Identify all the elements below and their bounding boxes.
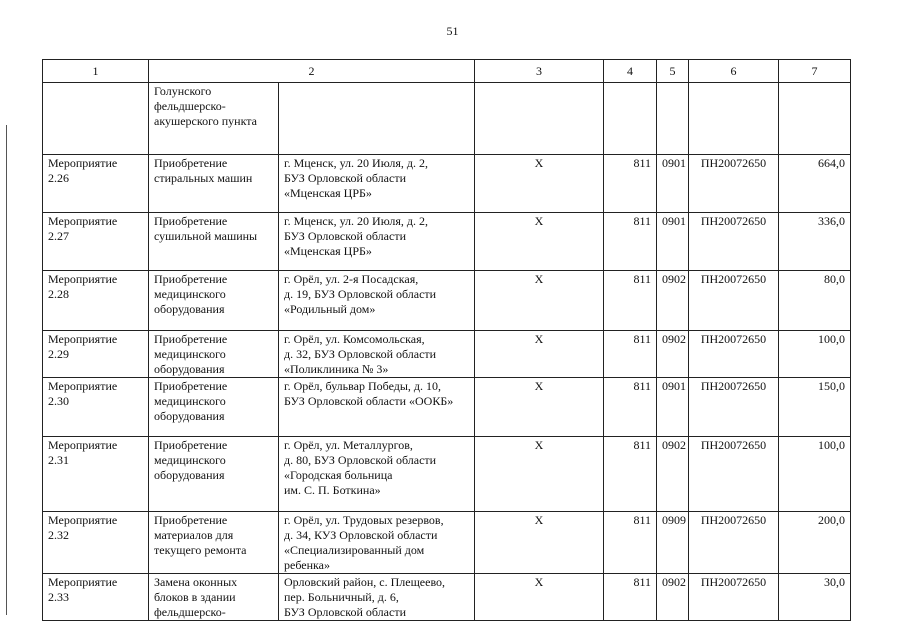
x-cell-text: Х [534, 513, 544, 527]
section-cell [657, 512, 689, 574]
x-cell [475, 213, 604, 271]
x-cell-text: Х [534, 438, 544, 452]
value-cell-text: 200,0 [818, 513, 845, 527]
kvsr-cell [604, 213, 657, 271]
value-cell [779, 331, 851, 378]
address-cell-text: г. Мценск, ул. 20 Июля, д. 2, БУЗ Орловской области «Мценская ЦРБ» [284, 214, 428, 258]
address-cell [279, 271, 475, 331]
x-cell-text: Х [534, 272, 544, 286]
target-cell-text: ПН20072650 [700, 272, 767, 286]
name-cell-text: Замена оконных блоков в здании фельдшерско- [154, 575, 238, 619]
table-row [43, 155, 851, 213]
event-cell [43, 213, 149, 271]
x-cell [475, 155, 604, 213]
kvsr-cell [604, 155, 657, 213]
event-cell [43, 271, 149, 331]
event-cell-text: Мероприятие 2.26 [48, 156, 118, 185]
address-cell [279, 83, 475, 155]
table-row [43, 437, 851, 512]
kvsr-cell-text: 811 [633, 438, 651, 452]
section-cell [657, 378, 689, 437]
address-cell [279, 437, 475, 512]
x-cell [475, 512, 604, 574]
target-cell [689, 83, 779, 155]
event-cell-text: Мероприятие 2.27 [48, 214, 118, 243]
address-cell [279, 378, 475, 437]
name-cell [149, 331, 279, 378]
target-cell [689, 437, 779, 512]
section-cell-text: 0909 [662, 513, 686, 527]
table-row [43, 213, 851, 271]
kvsr-cell [604, 512, 657, 574]
address-cell-text: Орловский район, с. Плещеево, пер. Больничный, д. 6, БУЗ Орловской области [284, 575, 446, 619]
table-row [43, 83, 851, 155]
address-cell [279, 155, 475, 213]
name-cell-text: Приобретение стиральных машин [154, 156, 253, 185]
name-cell-text: Приобретение медицинского оборудования [154, 272, 228, 316]
table-row [43, 574, 851, 621]
value-cell-text: 30,0 [824, 575, 845, 589]
x-cell-text: Х [534, 214, 544, 228]
col-header-2: 2 [149, 60, 475, 83]
section-cell-text: 0902 [662, 575, 686, 589]
event-cell-text: Мероприятие 2.31 [48, 438, 118, 467]
value-cell [779, 271, 851, 331]
section-cell [657, 213, 689, 271]
event-cell [43, 378, 149, 437]
x-cell-text: Х [534, 575, 544, 589]
section-cell-text: 0902 [662, 332, 686, 346]
target-cell-text: ПН20072650 [700, 332, 767, 346]
kvsr-cell-text: 811 [633, 513, 651, 527]
value-cell-text: 664,0 [818, 156, 845, 170]
name-cell [149, 213, 279, 271]
section-cell [657, 271, 689, 331]
address-cell [279, 512, 475, 574]
value-cell [779, 83, 851, 155]
address-cell-text: г. Орёл, бульвар Победы, д. 10, БУЗ Орловской области «ООКБ» [284, 379, 454, 408]
kvsr-cell [604, 271, 657, 331]
col-header-1: 1 [43, 60, 149, 83]
event-cell-text: Мероприятие 2.29 [48, 332, 118, 361]
address-cell [279, 331, 475, 378]
section-cell-text: 0902 [662, 272, 686, 286]
kvsr-cell [604, 83, 657, 155]
name-cell-text: Приобретение материалов для текущего ремонта [154, 513, 247, 557]
section-cell-text: 0902 [662, 438, 686, 452]
target-cell-text: ПН20072650 [700, 513, 767, 527]
event-cell-text: Мероприятие 2.28 [48, 272, 118, 301]
target-cell [689, 574, 779, 621]
col-header-5: 5 [657, 60, 689, 83]
x-cell-text: Х [534, 379, 544, 393]
target-cell [689, 271, 779, 331]
event-cell-text: Мероприятие 2.32 [48, 513, 118, 542]
value-cell-text: 336,0 [818, 214, 845, 228]
name-cell [149, 83, 279, 155]
address-cell-text: г. Орёл, ул. Металлургов, д. 80, БУЗ Орловской области «Городская больница им. С. П. Боткина» [284, 438, 437, 497]
name-cell [149, 574, 279, 621]
name-cell-text: Голунского фельдшерско- акушерского пункта [154, 84, 257, 128]
kvsr-cell-text: 811 [633, 379, 651, 393]
address-cell-text: г. Орёл, ул. Трудовых резервов, д. 34, КУЗ Орловской области «Специализированный дом ребенка» [284, 513, 444, 572]
target-cell [689, 213, 779, 271]
event-cell-text: Мероприятие 2.33 [48, 575, 118, 604]
address-cell [279, 213, 475, 271]
name-cell [149, 378, 279, 437]
kvsr-cell [604, 378, 657, 437]
event-cell [43, 437, 149, 512]
events-table [42, 59, 851, 621]
name-cell [149, 155, 279, 213]
target-cell-text: ПН20072650 [700, 575, 767, 589]
col-header-4: 4 [604, 60, 657, 83]
name-cell [149, 437, 279, 512]
section-cell [657, 155, 689, 213]
address-cell [279, 574, 475, 621]
kvsr-cell-text: 811 [633, 156, 651, 170]
name-cell-text: Приобретение сушильной машины [154, 214, 258, 243]
name-cell [149, 512, 279, 574]
target-cell-text: ПН20072650 [700, 438, 767, 452]
value-cell [779, 574, 851, 621]
x-cell [475, 331, 604, 378]
address-cell-text: г. Орёл, ул. 2-я Посадская, д. 19, БУЗ Орловской области «Родильный дом» [284, 272, 437, 316]
target-cell-text: ПН20072650 [700, 214, 767, 228]
kvsr-cell [604, 331, 657, 378]
value-cell-text: 80,0 [824, 272, 845, 286]
value-cell [779, 213, 851, 271]
kvsr-cell-text: 811 [633, 575, 651, 589]
x-cell [475, 437, 604, 512]
event-cell [43, 155, 149, 213]
name-cell-text: Приобретение медицинского оборудования [154, 379, 228, 423]
kvsr-cell [604, 574, 657, 621]
target-cell [689, 378, 779, 437]
event-cell [43, 574, 149, 621]
section-cell [657, 83, 689, 155]
value-cell [779, 437, 851, 512]
x-cell [475, 574, 604, 621]
target-cell-text: ПН20072650 [700, 156, 767, 170]
table-row [43, 331, 851, 378]
col-header-6: 6 [689, 60, 779, 83]
section-cell [657, 574, 689, 621]
name-cell-text: Приобретение медицинского оборудования [154, 332, 228, 376]
col-header-3: 3 [475, 60, 604, 83]
col-header-7: 7 [779, 60, 851, 83]
event-cell [43, 512, 149, 574]
x-cell [475, 271, 604, 331]
name-cell [149, 271, 279, 331]
value-cell-text: 100,0 [818, 332, 845, 346]
address-cell-text: г. Мценск, ул. 20 Июля, д. 2, БУЗ Орловской области «Мценская ЦРБ» [284, 156, 428, 200]
value-cell-text: 150,0 [818, 379, 845, 393]
target-cell [689, 331, 779, 378]
kvsr-cell-text: 811 [633, 332, 651, 346]
table-row [43, 271, 851, 331]
page-edge-line [6, 125, 7, 615]
section-cell-text: 0901 [662, 214, 686, 228]
target-cell [689, 512, 779, 574]
target-cell [689, 155, 779, 213]
address-cell-text: г. Орёл, ул. Комсомольская, д. 32, БУЗ Орловской области «Поликлиника № 3» [284, 332, 437, 376]
section-cell-text: 0901 [662, 156, 686, 170]
value-cell [779, 378, 851, 437]
table-row [43, 512, 851, 574]
event-cell [43, 83, 149, 155]
page-number: 51 [446, 24, 459, 38]
event-cell [43, 331, 149, 378]
kvsr-cell-text: 811 [633, 272, 651, 286]
section-cell [657, 437, 689, 512]
target-cell-text: ПН20072650 [700, 379, 767, 393]
value-cell [779, 512, 851, 574]
section-cell [657, 331, 689, 378]
name-cell-text: Приобретение медицинского оборудования [154, 438, 228, 482]
kvsr-cell [604, 437, 657, 512]
event-cell-text: Мероприятие 2.30 [48, 379, 118, 408]
x-cell-text: Х [534, 156, 544, 170]
x-cell-text: Х [534, 332, 544, 346]
section-cell-text: 0901 [662, 379, 686, 393]
x-cell [475, 83, 604, 155]
value-cell-text: 100,0 [818, 438, 845, 452]
x-cell [475, 378, 604, 437]
column-number-row [43, 60, 851, 83]
kvsr-cell-text: 811 [633, 214, 651, 228]
table-row [43, 378, 851, 437]
value-cell [779, 155, 851, 213]
